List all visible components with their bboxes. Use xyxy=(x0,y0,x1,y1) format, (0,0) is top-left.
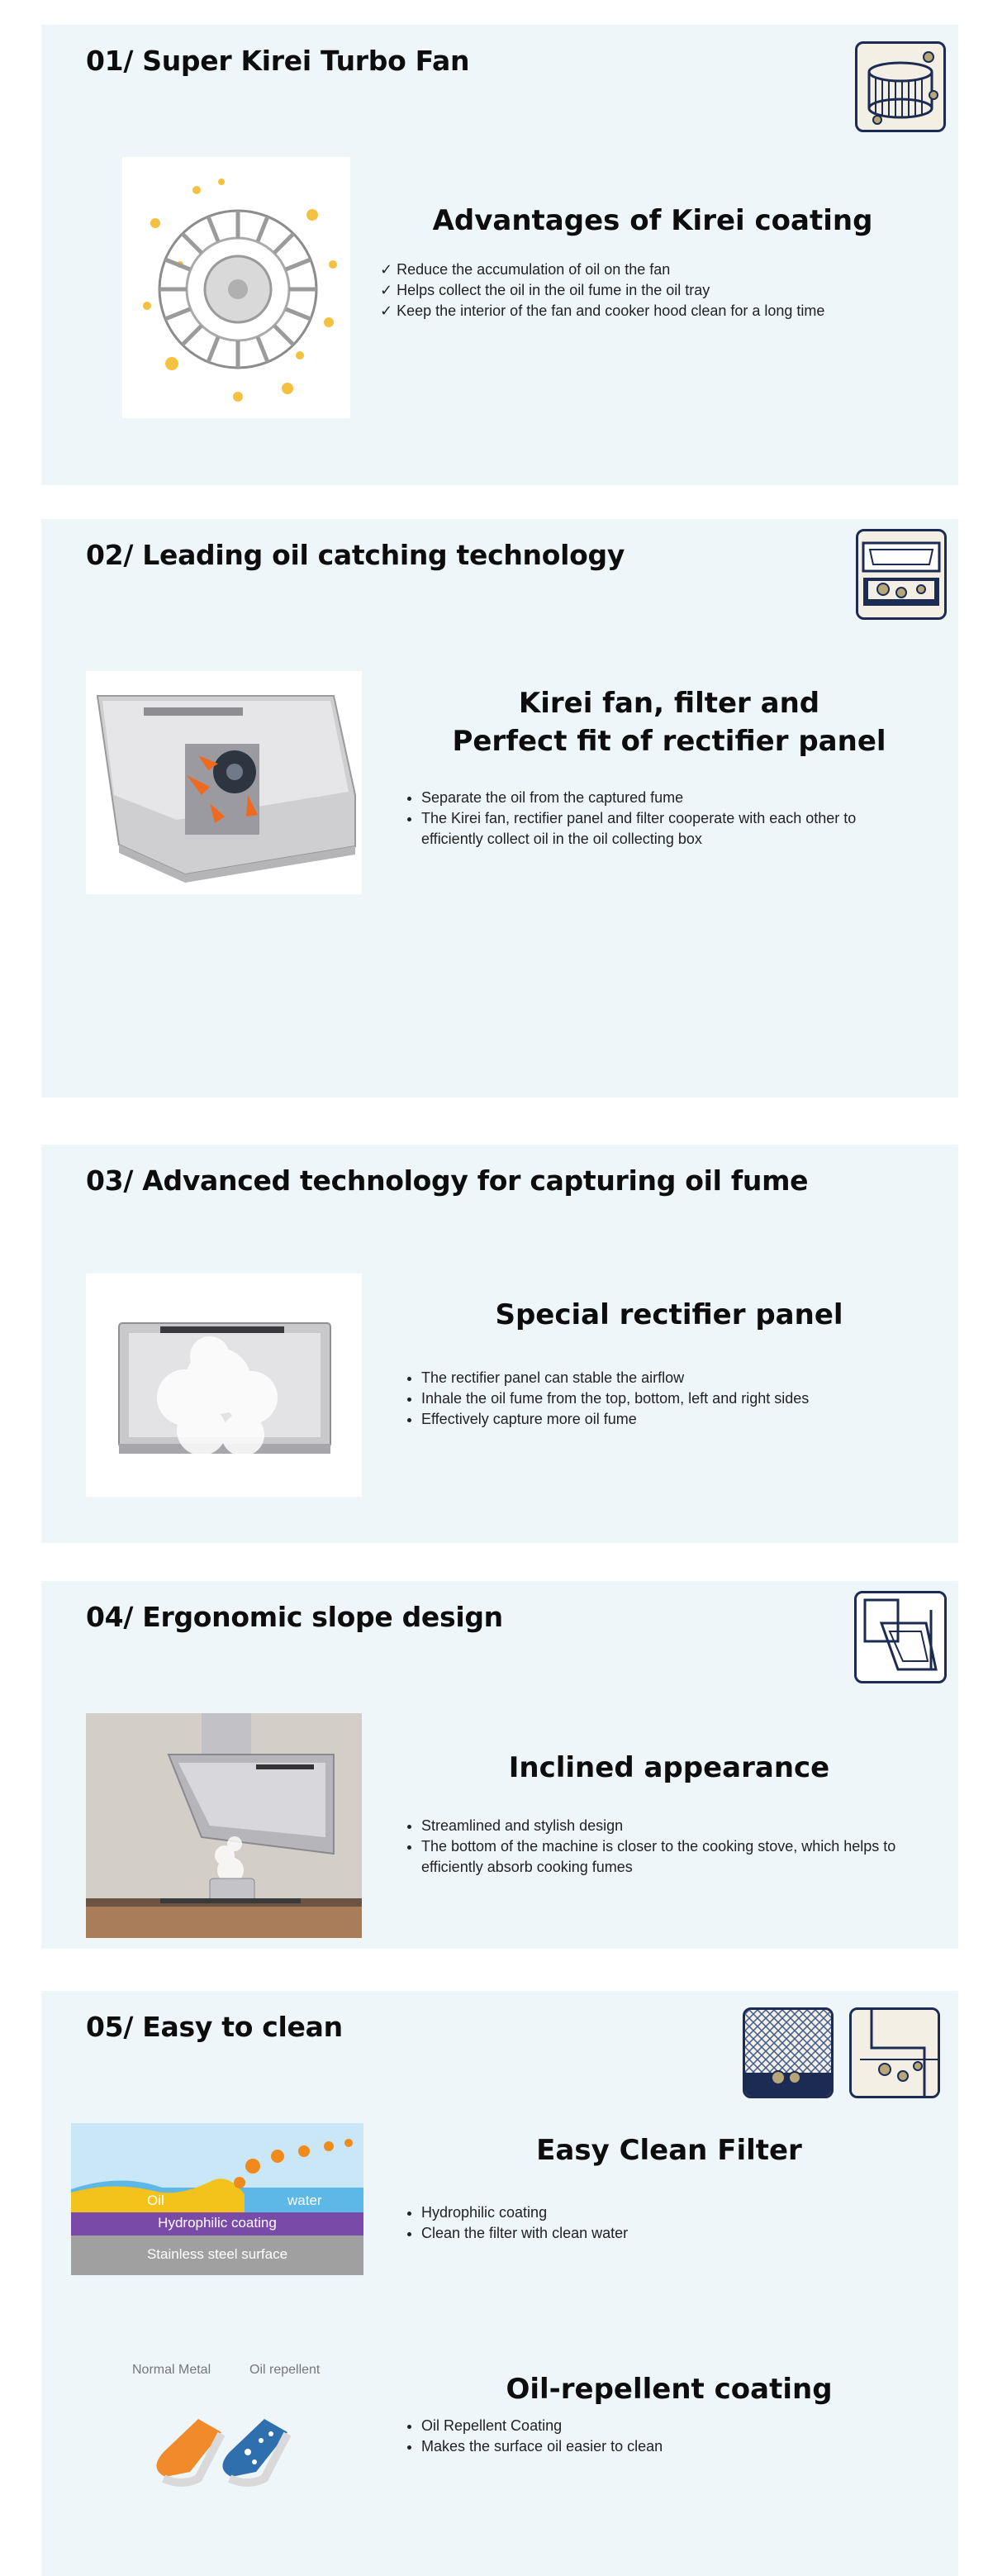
rectifier-panel-photo xyxy=(86,1274,362,1497)
section-title: 05/ Easy to clean xyxy=(86,2011,343,2043)
turbo-fan-icon xyxy=(855,41,946,132)
hood-internal-photo xyxy=(86,671,362,894)
oil-repellent-label: Oil repellent xyxy=(249,2363,321,2377)
oil-repellent-comparison xyxy=(116,2356,347,2488)
water-label: water xyxy=(287,2193,322,2208)
section-title: 04/ Ergonomic slope design xyxy=(86,1601,503,1633)
feature-list xyxy=(401,1816,917,1878)
steel-label: Stainless steel surface xyxy=(146,2246,288,2262)
list-item: • Separate the oil from the captured fume xyxy=(421,788,917,808)
list-item: • Oil Repellent Coating xyxy=(421,2416,917,2436)
list-item: ✓ Helps collect the oil in the oil fume in the oil tray xyxy=(380,280,925,301)
hydrophilic-label: Hydrophilic coating xyxy=(158,2215,277,2231)
section-heading-2: Oil-repellent coating xyxy=(506,2373,833,2406)
list-item: • Effectively capture more oil fume xyxy=(421,1409,917,1430)
section-ergonomic-slope xyxy=(41,1581,958,1949)
filter-mesh-icon xyxy=(743,2007,834,2098)
list-item: • The rectifier panel can stable the airflow xyxy=(421,1368,917,1388)
section-heading: Easy Clean Filter xyxy=(536,2134,802,2167)
list-item: • Clean the filter with clean water xyxy=(421,2223,917,2244)
section-title: 03/ Advanced technology for capturing oil fume xyxy=(86,1164,809,1197)
slope-hood-icon xyxy=(854,1591,947,1683)
section-super-kirei-turbo-fan xyxy=(41,25,958,485)
oil-box-icon xyxy=(856,529,947,620)
heading-line-2: Perfect fit of rectifier panel xyxy=(452,725,886,758)
section-title: 01/ Super Kirei Turbo Fan xyxy=(86,45,470,77)
feature-list xyxy=(401,788,917,850)
section-title: 02/ Leading oil catching technology xyxy=(86,539,625,571)
feature-list xyxy=(401,2202,917,2244)
list-item: • Makes the surface oil easier to clean xyxy=(421,2436,917,2457)
inclined-hood-photo xyxy=(86,1713,362,1938)
section-oil-catching xyxy=(41,519,958,1098)
section-capturing-oil-fume xyxy=(41,1145,958,1543)
oil-label: Oil xyxy=(147,2193,164,2208)
oil-tray-icon xyxy=(849,2007,940,2098)
heading-line-1: Kirei fan, filter and xyxy=(518,687,820,720)
section-heading: Inclined appearance xyxy=(508,1751,830,1784)
section-heading: Special rectifier panel xyxy=(495,1298,843,1331)
feature-list xyxy=(380,260,925,321)
list-item: • The bottom of the machine is closer to the cooking stove, which helps to efficiently absorb cooking fumes xyxy=(421,1836,917,1878)
hydrophilic-diagram xyxy=(71,2123,363,2275)
list-item: • The Kirei fan, rectifier panel and filter cooperate with each other to efficiently collect oil in the oil collecting box xyxy=(421,808,917,850)
list-item: ✓ Keep the interior of the fan and cooker hood clean for a long time xyxy=(380,301,925,321)
turbo-fan-photo xyxy=(122,157,350,418)
section-easy-to-clean xyxy=(41,1991,958,2576)
feature-list xyxy=(401,1368,917,1430)
list-item: • Streamlined and stylish design xyxy=(421,1816,917,1836)
list-item: • Inhale the oil fume from the top, bottom, left and right sides xyxy=(421,1388,917,1409)
list-item: • Hydrophilic coating xyxy=(421,2202,917,2223)
section-heading xyxy=(380,684,958,760)
feature-list-2 xyxy=(401,2416,917,2457)
normal-metal-label: Normal Metal xyxy=(132,2363,211,2377)
list-item: ✓ Reduce the accumulation of oil on the fan xyxy=(380,260,925,280)
section-heading: Advantages of Kirei coating xyxy=(432,204,873,237)
